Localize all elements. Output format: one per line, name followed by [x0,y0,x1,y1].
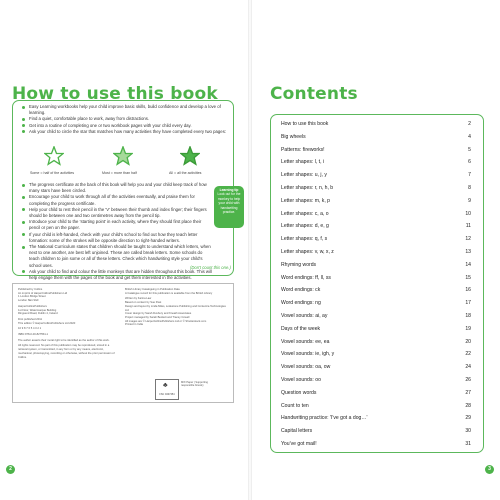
fsc-label: MIX Paper | Supporting responsible forestry [181,381,208,388]
contents-row[interactable] [281,361,471,374]
star-caption: All = all the activities [169,171,202,175]
contents-page-number: 20 [465,338,471,345]
contents-label: Vowel sounds: ie, igh, y [281,351,335,358]
contents-row[interactable] [281,220,471,233]
contents-label: Letter shapes: q, f, s [281,236,328,243]
contents-page-number: 4 [468,133,471,140]
contents-row[interactable] [281,259,471,272]
contents-page-number: 29 [465,415,471,422]
imprint-line: All images are © HarperCollinsPublishers Ltd or © Shutterstock.com [125,319,207,323]
contents-label: Vowel sounds: ee, ea [281,338,330,345]
imprint-line: A Catalogue record for this publication is available from the British Library [125,291,213,295]
contents-label: Word endings: ng [281,300,321,307]
contents-page-number: 14 [465,261,471,268]
contents-page-number: 5 [468,146,471,153]
contents-label: Big wheels [281,133,306,140]
publisher-info-box [12,283,234,403]
imprint-line: Cover design by Sarah Duxbury and Kneath Associates [125,312,192,316]
contents-label: Letter shapes: v, w, x, z [281,248,334,255]
imprint-line: Printed in India [125,323,143,327]
bullet-item: The National Curriculum states that children should be taught to understand which letters, when next to one another, are best left unjoined. These are called break letters. Some schools do teach children to join some or all of these letters. Check which handwriting style your child's school uses. [22,244,212,269]
contents-label: Word endings: ck [281,287,321,294]
bullet-item: Find a quiet, comfortable place to work, away from distractions. [22,116,230,122]
imprint-line: Written by Karina Law [125,297,152,301]
contents-row[interactable] [281,310,471,323]
contents-page-number: 26 [465,376,471,383]
page-title: How to use this book [12,84,218,104]
fsc-logo [155,379,179,400]
bullet-item: Introduce your child to the 'starting point' in each activity, where they should first place their pencil or pen on the paper. [22,219,212,231]
contents-row[interactable] [281,208,471,221]
imprint-column [18,288,118,359]
contents-row[interactable] [281,246,471,259]
contents-page-number: 19 [465,325,471,332]
contents-row[interactable] [281,195,471,208]
contents-label: Letter shapes: r, n, h, b [281,184,334,191]
dont-count-note: (Don't count this one.) [190,265,231,270]
contents-page-number: 31 [465,440,471,447]
contents-row[interactable] [281,118,471,131]
contents-row[interactable] [281,272,471,285]
half-star-icon [113,146,133,166]
left-page [0,0,248,500]
bullet-item: Encourage your child to work through all of the activities eventually, and praise them for completing the progress certificate. [22,194,212,206]
contents-label: Patterns: fireworks! [281,146,325,153]
bullet-item: Ask your child to circle the star that matches how many activities they have completed every two pages: [22,129,230,135]
contents-label: You've got mail! [281,440,317,447]
contents-box [270,114,484,453]
contents-row[interactable] [281,348,471,361]
contents-title: Contents [270,84,358,104]
contents-page-number: 22 [465,351,471,358]
bullet-list-top [22,104,230,135]
contents-page-number: 6 [468,159,471,166]
contents-label: Letter shapes: c, a, o [281,210,329,217]
star-caption: Some = half of the activities [30,171,75,175]
contents-row[interactable] [281,182,471,195]
tree-icon: ♣ [163,382,168,389]
contents-page-number: 10 [465,210,471,217]
credits-column [125,288,229,327]
contents-page-number: 30 [465,428,471,435]
contents-page-number: 2 [468,121,471,127]
bullet-list-bottom [22,182,212,281]
imprint-line: ISBN 978-0-00-827554-1 [18,333,49,337]
contents-page-number: 7 [468,172,471,179]
bullet-item: Ask your child to find and colour the little monkeys that are hidden throughout this book. This will help engage them with the pages of the book and get them interested in the activities. [22,269,212,281]
contents-row[interactable] [281,412,471,425]
imprint-line: Based on content by Sue Peet [125,301,162,305]
contents-page-number: 27 [465,389,471,396]
contents-page-number: 13 [465,248,471,255]
contents-label: Rhyming words [281,261,317,268]
contents-row[interactable] [281,297,471,310]
imprint-line: Published by Collins [18,288,43,291]
contents-page-number: 8 [468,184,471,191]
imprint-line: 1 London Bridge Street [18,295,46,299]
imprint-line: British Library Cataloguing in Publication Data [125,288,180,291]
contents-label: Handwriting practice: 'I've got a dog…' [281,415,368,422]
contents-page-number: 24 [465,364,471,371]
contents-row[interactable] [281,156,471,169]
contents-page-number: 28 [465,402,471,409]
imprint-line: Design and layout by Linda Miles, Lodestone Publishing and Contentra Technologies Ltd [125,304,226,312]
learning-tip-bubble [214,186,244,228]
imprint-line: Ringsend Road, Dublin 4, Ireland [18,312,58,316]
full-star-icon [180,146,200,166]
star-caption: Most = more than half [102,171,137,175]
contents-row[interactable] [281,233,471,246]
contents-row[interactable] [281,387,471,400]
contents-label: Vowel sounds: oo [281,376,321,383]
contents-label: Letter shapes: d, e, g [281,223,329,230]
contents-list [281,118,471,451]
right-page [252,0,500,500]
learning-tip-text: Look out for the monkey to help your child with handwriting practice. [217,192,241,215]
contents-page-number: 12 [465,236,471,243]
contents-row[interactable] [281,336,471,349]
contents-label: Letter shapes: u, j, y [281,172,327,179]
bullet-item: Easy Learning workbooks help your child improve basic skills, build confidence and develop a love of learning. [22,104,230,116]
imprint-line: 1st Floor, Watermarque Building [18,308,57,312]
imprint-line: 10 9 8 7 6 5 4 3 2 1 [18,327,42,331]
page-number: 2 [6,465,15,474]
contents-label: Letter shapes: l, t, i [281,159,325,166]
contents-row[interactable] [281,323,471,336]
contents-row[interactable] [281,425,471,438]
learning-tip-title: Learning tip [219,188,239,192]
contents-label: Question words [281,389,317,396]
imprint-line: First published 2011 [18,317,43,321]
contents-page-number: 9 [468,197,471,204]
contents-page-number: 17 [465,300,471,307]
imprint-line: Project managed by Sarah Beckett and Tracey Cowell [125,315,190,319]
bullet-item: The progress certificate at the back of this book will help you and your child keep track of how many stars have been circled. [22,182,212,194]
contents-row[interactable] [281,438,471,451]
contents-row[interactable] [281,374,471,387]
contents-label: Capital letters [281,428,313,435]
imprint-line: The author asserts their moral right to be identified as the author of this work. [18,338,110,342]
imprint-line: HarperCollinsPublishers [18,304,47,308]
contents-page-number: 18 [465,312,471,319]
contents-label: Vowel sounds: oa, ow [281,364,331,371]
contents-page-number: 11 [465,223,471,230]
imprint-line: An imprint of HarperCollinsPublishers Ltd [18,291,68,295]
imprint-line: This edition © HarperCollinsPublishers Ltd 2020 [18,321,76,325]
contents-row[interactable] [281,131,471,144]
contents-row[interactable] [281,400,471,413]
bullet-item: If your child is left-handed, check with your child's school to find out how they teach letter formation: some of the strokes will be opposite direction to right-handed writers. [22,232,212,244]
bullet-item: Get into a routine of completing one or two workbook pages with your child every day. [22,123,230,129]
contents-row[interactable] [281,169,471,182]
contents-row[interactable] [281,144,471,157]
contents-label: Letter shapes: m, k, p [281,197,330,204]
imprint-line: London SE1 9GF [18,299,39,303]
contents-label: How to use this book [281,121,329,127]
star-rating-key [30,146,215,182]
contents-label: Days of the week [281,325,321,332]
page-number: 3 [485,465,494,474]
fsc-code: FSC C007454 [159,393,175,396]
contents-page-number: 16 [465,287,471,294]
contents-label: Word endings: ff, ll, ss [281,274,331,281]
contents-row[interactable] [281,284,471,297]
imprint-line: All rights reserved. No part of this publication may be reproduced, stored in a retrieval system, or transmitted, in any form or by any means, electronic, mechanical, photocopying, recording or otherwise, without the prior permission of Collins. [18,344,115,359]
contents-label: Count to ten [281,402,309,409]
contents-page-number: 15 [465,274,471,281]
empty-star-icon [44,146,64,166]
contents-label: Vowel sounds: ai, ay [281,312,328,319]
bullet-item: Help your child to rest their pencil in the 'V' between their thumb and index finger; their fingers should be between one and two centimetres away from the pencil tip. [22,207,212,219]
